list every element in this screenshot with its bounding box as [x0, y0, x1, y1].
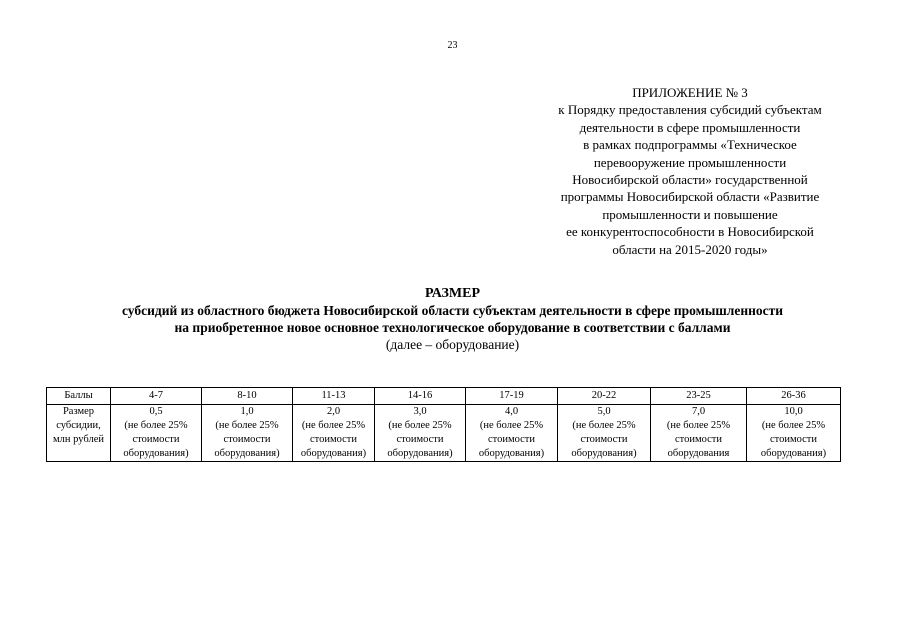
points-cell: 23-25 [651, 388, 747, 405]
amount-row-header-line: Размер [62, 406, 95, 417]
points-row-header: Баллы [47, 388, 111, 405]
appendix-heading: ПРИЛОЖЕНИЕ № 3 [632, 85, 748, 100]
amount-row-header [47, 405, 111, 462]
appendix-line: к Порядку предоставления субсидий субъектам [558, 102, 822, 118]
appendix-line: деятельности в сфере промышленности [579, 119, 801, 135]
amount-note: оборудования) [760, 448, 827, 459]
page-number: 23 [447, 40, 458, 51]
amount-value: 2,0 [326, 406, 341, 417]
amount-note: стоимости [580, 434, 628, 445]
amount-note: стоимости [674, 434, 722, 445]
amount-note: (не более 25% [666, 420, 731, 431]
amount-note: (не более 25% [215, 420, 279, 431]
amount-row-header-line: млн рублей [53, 434, 104, 445]
amount-note: стоимости [132, 434, 180, 445]
amount-cell [651, 405, 747, 462]
amount-note: стоимости [396, 434, 444, 445]
amount-value: 10,0 [784, 406, 803, 417]
amount-cell [558, 405, 651, 462]
amount-note: (не более 25% [761, 420, 826, 431]
amount-note: (не более 25% [572, 420, 636, 431]
appendix-line: ее конкурентоспособности в Новосибирской [566, 224, 814, 240]
amount-row-header-line: субсидии, [56, 420, 101, 431]
appendix-line: в рамках подпрограммы «Техническое [583, 137, 797, 153]
appendix-line: Новосибирской области» государственной [572, 172, 808, 188]
points-cell: 4-7 [111, 388, 202, 405]
amount-note: стоимости [769, 434, 817, 445]
amount-row [47, 405, 841, 462]
amount-value: 1,0 [240, 406, 254, 417]
amount-note: стоимости [309, 434, 357, 445]
points-cell: 26-36 [747, 388, 841, 405]
amount-note: оборудования) [214, 448, 280, 459]
amount-value: 5,0 [597, 406, 611, 417]
points-row [47, 388, 841, 405]
amount-note: (не более 25% [479, 420, 544, 431]
amount-cell [202, 405, 293, 462]
amount-note: оборудования) [300, 448, 367, 459]
points-cell: 20-22 [558, 388, 651, 405]
amount-note: оборудования) [387, 448, 453, 459]
amount-note: (не более 25% [301, 420, 366, 431]
appendix-line: области на 2015-2020 годы» [612, 241, 768, 257]
amount-note: оборудования) [571, 448, 637, 459]
amount-note: (не более 25% [124, 420, 188, 431]
amount-value: 4,0 [504, 406, 519, 417]
amount-note: оборудования) [478, 448, 545, 459]
amount-note: оборудования) [123, 448, 189, 459]
amount-note: стоимости [223, 434, 271, 445]
amount-value: 0,5 [149, 406, 163, 417]
amount-cell [111, 405, 202, 462]
amount-note: оборудования [667, 448, 730, 459]
points-cell: 8-10 [202, 388, 293, 405]
amount-value: 3,0 [413, 406, 427, 417]
amount-cell [293, 405, 375, 462]
amount-cell [466, 405, 558, 462]
appendix-line: программы Новосибирской области «Развитие [560, 189, 820, 205]
document-subtitle-line-2: на приобретенное новое основное технологическое оборудование в соответствии с баллами [174, 320, 731, 335]
points-cell: 11-13 [293, 388, 375, 405]
amount-value: 7,0 [691, 406, 706, 417]
appendix-line: перевооружение промышленности [593, 154, 787, 170]
document-title-block [0, 285, 905, 353]
appendix-line: промышленности и повышение [602, 206, 778, 222]
points-cell: 17-19 [466, 388, 558, 405]
amount-cell [747, 405, 841, 462]
document-title: РАЗМЕР [424, 286, 480, 301]
document-title-note: (далее – оборудование) [385, 337, 520, 352]
points-cell: 14-16 [375, 388, 466, 405]
amount-cell [375, 405, 466, 462]
appendix-block [520, 84, 860, 258]
subsidy-table [46, 387, 841, 462]
amount-note: (не более 25% [388, 420, 452, 431]
document-subtitle-line-1: субсидий из областного бюджета Новосибирской области субъектам деятельности в сфере промышленности [121, 303, 784, 318]
amount-note: стоимости [487, 434, 535, 445]
